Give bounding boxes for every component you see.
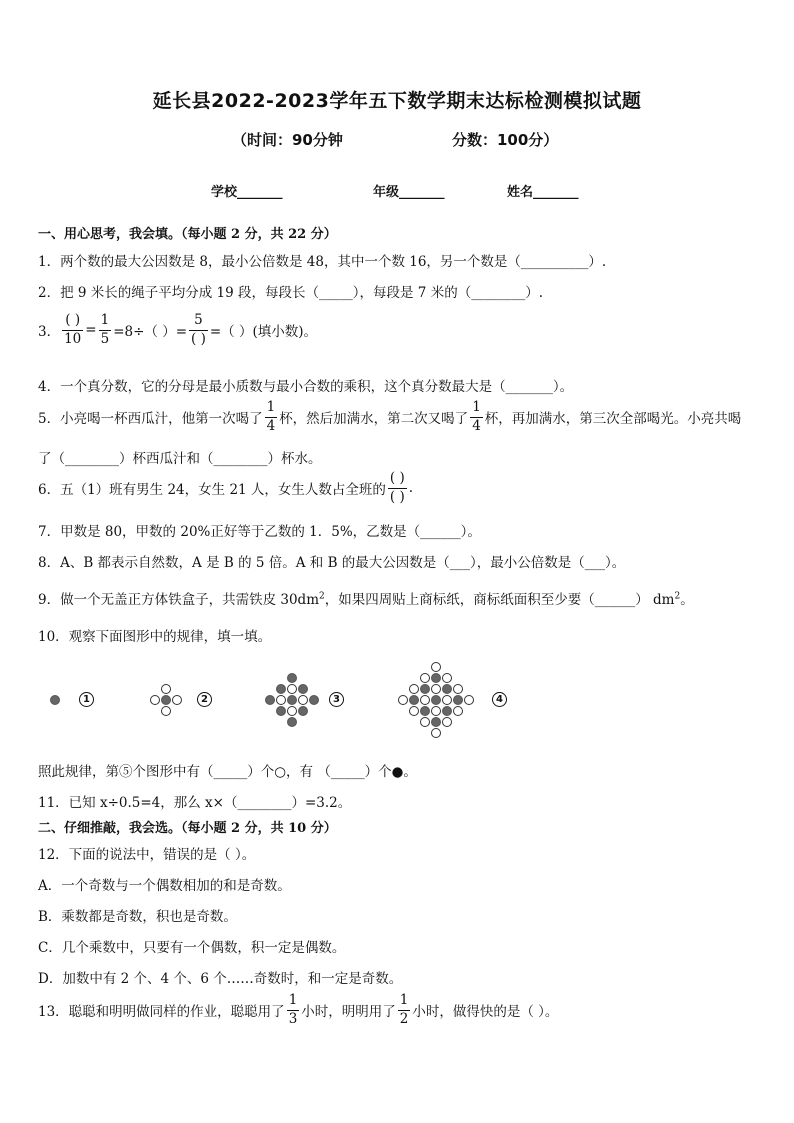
hollow-dot (150, 695, 160, 705)
page-title: 延长县2022-2023学年五下数学期末达标检测模拟试题 (152, 90, 642, 112)
hollow-dot (409, 684, 419, 694)
question-7: 7．甲数是 80，甲数的 20%正好等于乙数的 1．5%，乙数是（______）。 (38, 524, 481, 540)
q5-fraction-2: $\frac{1}{4}$ (472, 399, 481, 434)
q9-part-c: 。 (680, 592, 694, 608)
q3-fraction-3: $\frac{5}{( )}$ (191, 312, 206, 347)
question-10-answer: 照此规律，第⑤个图形中有（_____）个○，有 （_____）个●。 (38, 764, 417, 780)
filled-dot (409, 695, 419, 705)
filled-dot (431, 717, 441, 727)
q9-part-b: ，如果四周贴上商标纸，商标纸面积至少要（______） dm (324, 592, 675, 608)
hollow-dot (464, 695, 474, 705)
q9-part-a: 9．做一个无盖正方体铁盒子，共需铁皮 30dm (38, 592, 320, 608)
hollow-dot (442, 673, 452, 683)
question-6 (38, 472, 413, 504)
filled-dot (431, 695, 441, 705)
hollow-dot (420, 695, 430, 705)
q5-part-c: 杯，再加满水，第三次全部喝光。小亮共喝 (484, 411, 742, 427)
filled-dot (287, 717, 297, 727)
q3-equals: = (85, 322, 97, 338)
question-4: 4．一个真分数，它的分母是最小质数与最小合数的乘积，这个真分数最大是（_______）。 (38, 379, 574, 395)
option-c: C．几个乘数中，只要有一个偶数，积一定是偶数。 (38, 940, 346, 956)
q13-part-a: 13．聪聪和明明做同样的作业，聪聪用了 (38, 1004, 285, 1020)
section-1-heading: 一、用心思考，我会填。（每小题 2 分，共 22 分） (38, 227, 337, 242)
q13-fraction-1: $\frac{1}{3}$ (288, 992, 298, 1027)
question-9 (38, 588, 694, 608)
q5-fraction-1: $\frac{1}{4}$ (266, 399, 276, 434)
question-2: 2．把 9 米长的绳子平均分成 19 段，每段长（_____），每段是 7 米的（________）. (38, 285, 543, 301)
filled-dot (309, 695, 319, 705)
figure-label-1: 1 (79, 692, 94, 707)
hollow-dot (298, 695, 308, 705)
q3-tail: =（ ）(填小数)。 (209, 324, 317, 340)
question-3 (38, 314, 317, 346)
option-d: D．加数中有 2 个、4 个、6 个……奇数时，和一定是奇数。 (38, 971, 403, 987)
q6-period: . (408, 480, 414, 496)
q3-fraction-1: $\frac{( )}{10}$ (64, 312, 82, 347)
hollow-dot (172, 695, 182, 705)
hollow-dot (431, 728, 441, 738)
q6-text: 6．五（1）班有男生 24，女生 21 人，女生人数占全班的 (38, 482, 386, 498)
q13-part-b: 小时，明明用了 (301, 1004, 396, 1020)
question-5 (38, 401, 741, 433)
filled-dot (287, 695, 297, 705)
filled-dot (431, 673, 441, 683)
hollow-dot (420, 717, 430, 727)
filled-dot (442, 706, 452, 716)
filled-dot (265, 695, 275, 705)
hollow-dot (431, 662, 441, 672)
filled-dot (420, 706, 430, 716)
question-10: 10．观察下面图形中的规律，填一填。 (38, 629, 272, 645)
hollow-dot (420, 673, 430, 683)
q3-fraction-2: $\frac{1}{5}$ (100, 312, 110, 347)
question-12: 12．下面的说法中，错误的是（ ）。 (38, 847, 256, 863)
figure-label-2: 2 (197, 692, 212, 707)
name-field: 姓名_______ (507, 185, 579, 200)
q5-part-a: 5．小亮喝一杯西瓜汁，他第一次喝了 (38, 411, 263, 427)
hollow-dot (161, 684, 171, 694)
question-13 (38, 994, 558, 1026)
filled-dot (50, 695, 60, 705)
hollow-dot (431, 684, 441, 694)
filled-dot (298, 684, 308, 694)
question-8: 8．A、B 都表示自然数，A 是 B 的 5 倍。A 和 B 的最大公因数是（___），最小公倍数是（___）。 (38, 555, 626, 571)
hollow-dot (161, 706, 171, 716)
filled-dot (420, 684, 430, 694)
hollow-dot (398, 695, 408, 705)
q6-fraction: $\frac{( )}{( )}$ (389, 470, 405, 505)
grade-field: 年级_______ (373, 185, 445, 200)
filled-dot (453, 695, 463, 705)
filled-dot (442, 684, 452, 694)
question-11: 11．已知 x÷0.5=4，那么 x×（________）=3.2。 (38, 795, 352, 811)
hollow-dot (409, 706, 419, 716)
option-a: A．一个奇数与一个偶数相加的和是奇数。 (38, 878, 291, 894)
hollow-dot (442, 695, 452, 705)
q9-superscript-2: 2 (674, 591, 681, 602)
figure-label-4: 4 (492, 692, 507, 707)
filled-dot (276, 684, 286, 694)
q9-superscript-1: 2 (319, 591, 325, 602)
q5-part-b: 杯，然后加满水，第二次又喝了 (279, 411, 469, 427)
hollow-dot (453, 706, 463, 716)
school-field: 学校_______ (211, 185, 283, 200)
exam-score: 分数：100分） (452, 131, 559, 149)
option-b: B．乘数都是奇数，积也是奇数。 (38, 909, 237, 925)
q3-middle: =8÷（ ）= (113, 324, 188, 340)
question-1: 1．两个数的最大公因数是 8，最小公倍数是 48，其中一个数 16，另一个数是（__________）. (38, 254, 607, 270)
hollow-dot (442, 717, 452, 727)
hollow-dot (287, 706, 297, 716)
hollow-dot (453, 684, 463, 694)
q13-part-c: 小时，做得快的是（ ）。 (412, 1004, 559, 1020)
exam-time: （时间：90分钟 (232, 131, 343, 149)
hollow-dot (276, 695, 286, 705)
filled-dot (276, 706, 286, 716)
q13-fraction-2: $\frac{1}{2}$ (399, 992, 409, 1027)
filled-dot (161, 695, 171, 705)
question-5-line-2: 了（________）杯西瓜汁和（________）杯水。 (38, 451, 322, 467)
q3-number: 3． (38, 324, 61, 340)
hollow-dot (287, 684, 297, 694)
filled-dot (298, 706, 308, 716)
figure-label-3: 3 (329, 692, 344, 707)
filled-dot (287, 673, 297, 683)
hollow-dot (431, 706, 441, 716)
section-2-heading: 二、仔细推敲，我会选。（每小题 2 分，共 10 分） (38, 821, 337, 836)
